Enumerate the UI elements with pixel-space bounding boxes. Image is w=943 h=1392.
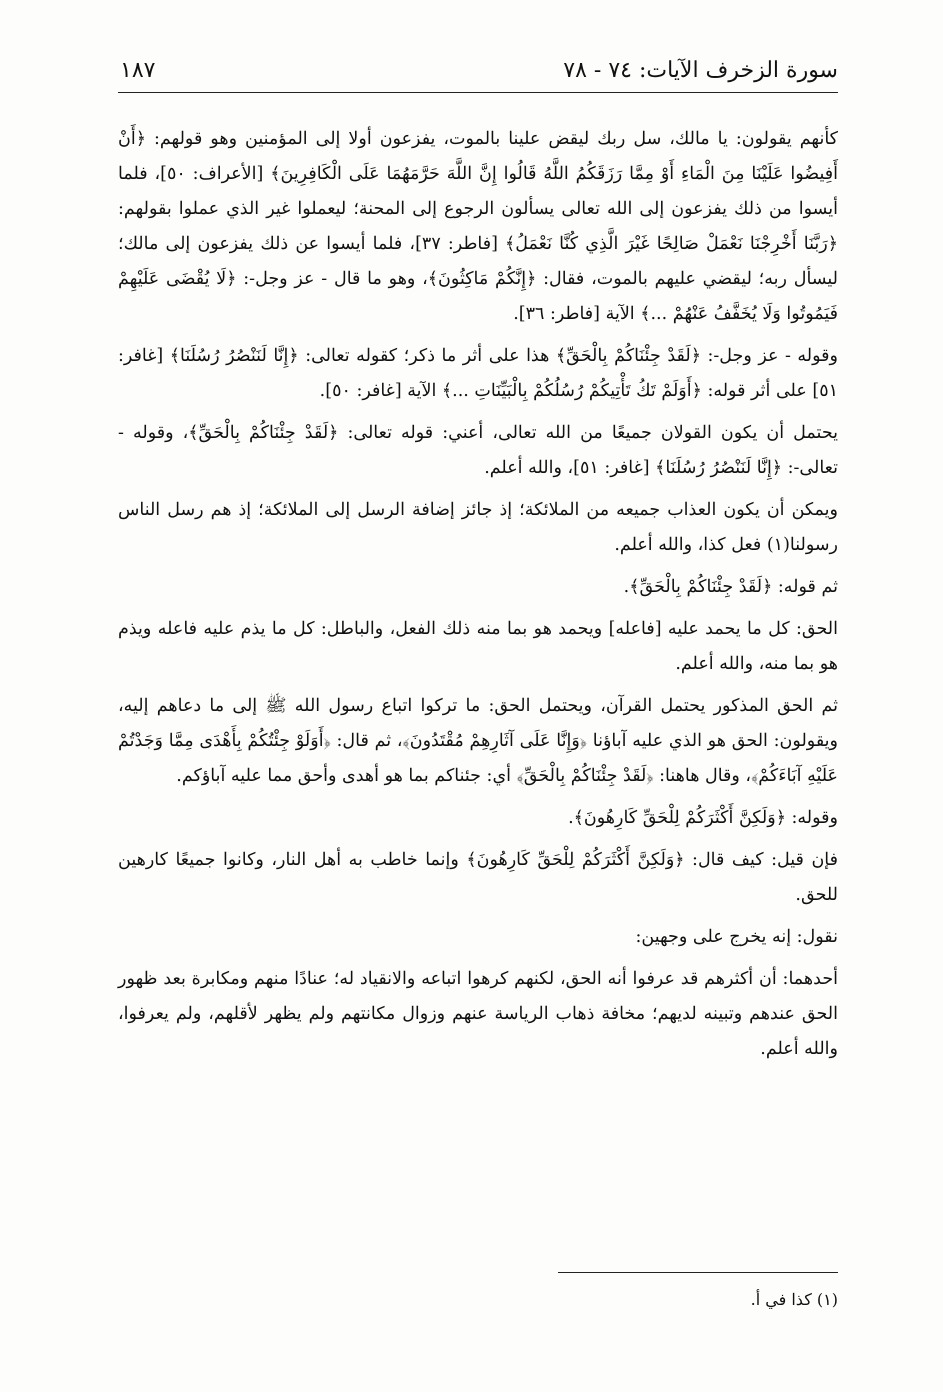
paragraph: فإن قيل: كيف قال: ﴿وَلَكِنَّ أَكْثَرَكُمْ لِلْحَقِّ كَارِهُونَ﴾ وإنما خاطب به أهل النار، وكانوا جميعًا كارهين للحق.: [118, 850, 838, 905]
footnote: (١) كذا في أ.: [750, 1290, 838, 1309]
footnote-divider: [558, 1272, 838, 1273]
paragraph: يحتمل أن يكون القولان جميعًا من الله تعالى، أعني: قوله تعالى: ﴿لَقَدْ جِئْنَاكُمْ بِالْحَقِّ﴾، وقوله - تعالى-: ﴿إِنَّا لَنَنْصُرُ رُسُلَنَا﴾ [غافر: ٥١]، والله أعلم.: [118, 423, 838, 478]
page-header: [118, 52, 838, 92]
page-body: [118, 122, 838, 1074]
paragraph: الحق: كل ما يحمد عليه [فاعله] ويحمد هو بما منه ذلك الفعل، والباطل: كل ما يذم عليه فاعله ويذم هو بما منه، والله أعلم.: [118, 619, 838, 674]
paragraph: وقوله - عز وجل-: ﴿لَقَدْ جِئْنَاكُمْ بِالْحَقِّ﴾ هذا على أثر ما ذكر؛ كقوله تعالى: ﴿إِنَّا لَنَنْصُرُ رُسُلَنَا﴾ [غافر: ٥١] على أثر قوله: ﴿أَوَلَمْ تَكُ تَأْتِيكُمْ رُسُلُكُمْ بِالْبَيِّنَاتِ ...﴾ الآية [غافر: ٥٠].: [118, 346, 838, 401]
paragraph: ثم الحق المذكور يحتمل القرآن، ويحتمل الحق: ما تركوا اتباع رسول الله ﷺ إلى ما دعاهم إليه، ويقولون: الحق هو الذي عليه آباؤنا ﴿وَإِنَّا عَلَى آثَارِهِمْ مُقْتَدُونَ﴾، ثم قال: ﴿أَوَلَوْ جِئْتُكُمْ بِأَهْدَى مِمَّا وَجَدْتُمْ عَلَيْهِ آبَاءَكُمْ﴾، وقال هاهنا: ﴿لَقَدْ جِئْنَاكُمْ بِالْحَقِّ﴾ أي: جئناكم بما هو أهدى وأحق مما عليه آباؤكم.: [118, 696, 838, 786]
paragraph: كأنهم يقولون: يا مالك، سل ربك ليقض علينا بالموت، يفزعون أولا إلى المؤمنين وهو قولهم: ﴿أَنْ أَفِيضُوا عَلَيْنَا مِنَ الْمَاءِ أَوْ مِمَّا رَزَقَكُمُ اللَّهُ قَالُوا إِنَّ اللَّهَ حَرَّمَهُمَا عَلَى الْكَافِرِينَ﴾ [الأعراف: ٥٠]، فلما أيسوا من ذلك يفزعون إلى الله تعالى يسألون الرجوع إلى المحنة؛ ليعملوا غير الذي عملوا بقولهم: ﴿رَبَّنَا أَخْرِجْنَا نَعْمَلْ صَالِحًا غَيْرَ الَّذِي كُنَّا نَعْمَلُ﴾ [فاطر: ٣٧]، فلما أيسوا عن ذلك يفزعون إلى مالك؛ ليسأل ربه؛ ليقضي عليهم بالموت، فقال: ﴿إِنَّكُمْ مَاكِثُونَ﴾، وهو ما قال - عز وجل-: ﴿لَا يُقْضَى عَلَيْهِمْ فَيَمُوتُوا وَلَا يُخَفَّفُ عَنْهُمْ ...﴾ الآية [فاطر: ٣٦].: [118, 129, 838, 324]
paragraph: ويمكن أن يكون العذاب جميعه من الملائكة؛ إذ جائز إضافة الرسل إلى الملائكة؛ إذ هم رسل الناس رسولنا(١) فعل كذا، والله أعلم.: [118, 500, 838, 555]
page: [118, 52, 838, 1352]
paragraph: ثم قوله: ﴿لَقَدْ جِئْنَاكُمْ بِالْحَقِّ﴾.: [623, 577, 838, 597]
paragraph: أحدهما: أن أكثرهم قد عرفوا أنه الحق، لكنهم كرهوا اتباعه والانقياد له؛ عنادًا منهم ومكابرة بعد ظهور الحق عندهم وتبينه لديهم؛ مخافة ذهاب الرياسة عنهم وزوال مكانتهم ولم يظهر لأقلهم، ولم يعرفوا، والله أعلم.: [118, 969, 838, 1059]
paragraph: وقوله: ﴿وَلَكِنَّ أَكْثَرَكُمْ لِلْحَقِّ كَارِهُونَ﴾.: [568, 808, 838, 828]
page-title: سورة الزخرف الآيات: ٧٤ - ٧٨: [563, 58, 838, 83]
header-divider: [118, 92, 838, 93]
page-number: ١٨٧: [120, 58, 156, 83]
paragraph: نقول: إنه يخرج على وجهين:: [635, 927, 838, 947]
